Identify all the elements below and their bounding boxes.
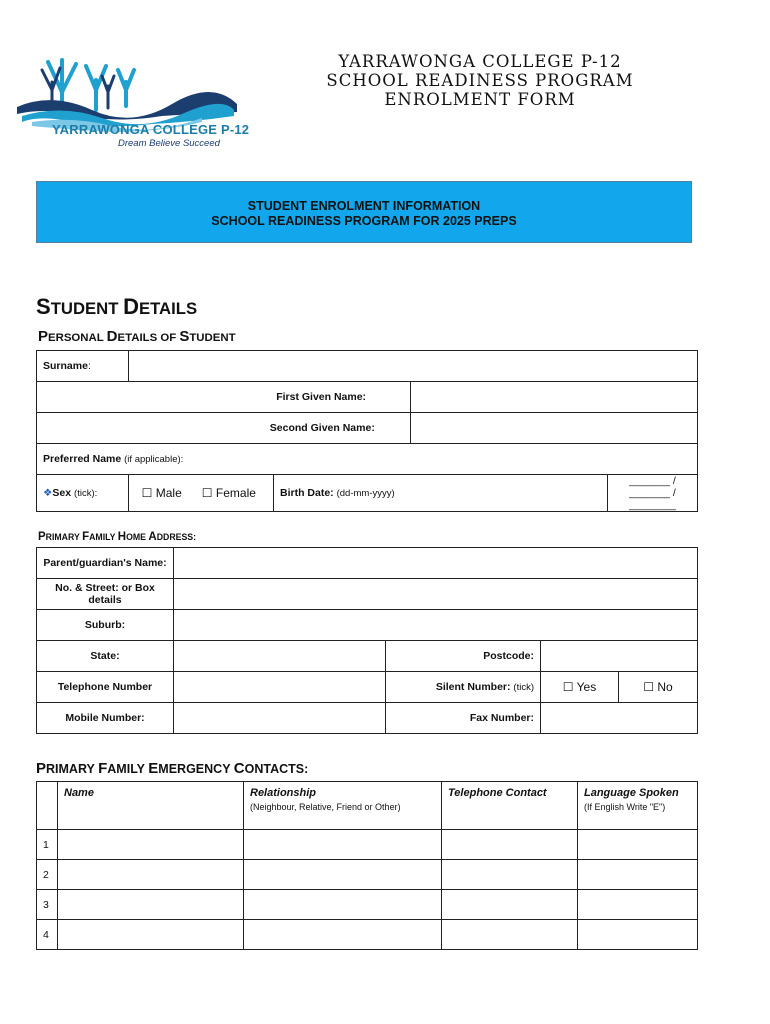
contact-name-field[interactable] bbox=[58, 860, 244, 890]
contact-language-field[interactable] bbox=[578, 830, 698, 860]
surname-label: Surname: bbox=[37, 351, 129, 382]
contact-relationship-field[interactable] bbox=[244, 830, 442, 860]
heading-rest: ERSONAL bbox=[48, 332, 107, 344]
second-given-field[interactable] bbox=[411, 413, 698, 444]
heading-initial: C bbox=[233, 760, 245, 777]
row-number: 2 bbox=[37, 860, 58, 890]
heading-initial: S bbox=[36, 294, 51, 319]
logo-tagline: Dream Believe Succeed bbox=[118, 138, 220, 149]
relationship-header-text: Relationship bbox=[250, 787, 317, 799]
state-field[interactable] bbox=[174, 641, 386, 672]
heading-initial: D bbox=[106, 328, 118, 345]
female-checkbox[interactable]: ☐ Female bbox=[201, 486, 256, 500]
street-field[interactable] bbox=[174, 579, 698, 610]
row-number-header bbox=[37, 782, 58, 830]
contact-name-field[interactable] bbox=[58, 830, 244, 860]
language-header-sub: (If English Write "E") bbox=[584, 802, 666, 812]
sex-label-text: Sex bbox=[52, 487, 72, 499]
suburb-field[interactable] bbox=[174, 610, 698, 641]
postcode-field[interactable] bbox=[541, 641, 698, 672]
street-label: No. & Street: or Box details bbox=[37, 579, 174, 610]
contact-name-field[interactable] bbox=[58, 890, 244, 920]
second-given-row bbox=[37, 413, 698, 444]
second-given-label bbox=[37, 413, 411, 444]
contact-language-field[interactable] bbox=[578, 860, 698, 890]
heading-initial: D bbox=[123, 294, 139, 319]
heading-initial: P bbox=[38, 531, 46, 543]
heading-initial: S bbox=[179, 328, 190, 345]
telephone-label: Telephone Number bbox=[37, 672, 174, 703]
heading-rest: AMILY bbox=[107, 762, 149, 776]
banner-line-1: STUDENT ENROLMENT INFORMATION bbox=[247, 199, 481, 213]
suburb-label: Suburb: bbox=[37, 610, 174, 641]
logo-tree-wave-graphic bbox=[12, 52, 242, 152]
emergency-contacts-table bbox=[36, 781, 698, 950]
contact-telephone-field[interactable] bbox=[442, 860, 578, 890]
silent-yes-checkbox[interactable]: ☐ Yes bbox=[541, 672, 619, 703]
heading-rest: ETAILS bbox=[138, 299, 198, 318]
contact-telephone-field[interactable] bbox=[442, 890, 578, 920]
surname-field[interactable] bbox=[129, 351, 698, 382]
telephone-row bbox=[37, 672, 698, 703]
student-details-heading bbox=[36, 294, 197, 320]
heading-rest: TUDENT bbox=[50, 299, 124, 318]
title-line-2: SCHOOL READINESS PROGRAM bbox=[326, 71, 634, 90]
emergency-contacts-heading bbox=[36, 760, 308, 777]
first-given-label bbox=[37, 382, 411, 413]
silent-tick-hint: (tick) bbox=[513, 682, 534, 693]
heading-rest: AMILY bbox=[89, 532, 118, 542]
silent-label bbox=[386, 672, 541, 703]
state-label: State: bbox=[37, 641, 174, 672]
preferred-name-hint: (if applicable): bbox=[124, 454, 184, 465]
birth-date-label-text: Birth Date: bbox=[280, 487, 334, 499]
birth-date-field[interactable] bbox=[608, 475, 698, 512]
birth-date-hint: (dd-mm-yyyy) bbox=[336, 488, 395, 499]
row-number: 3 bbox=[37, 890, 58, 920]
emergency-row bbox=[37, 920, 698, 950]
emergency-row bbox=[37, 890, 698, 920]
form-title bbox=[270, 52, 690, 109]
contact-relationship-field[interactable] bbox=[244, 890, 442, 920]
contact-telephone-field[interactable] bbox=[442, 830, 578, 860]
mobile-row bbox=[37, 703, 698, 734]
heading-rest: ETAILS OF bbox=[117, 332, 180, 344]
language-header-text: Language Spoken bbox=[584, 787, 679, 799]
heading-rest: MERGENCY bbox=[158, 762, 234, 776]
heading-rest: RIMARY bbox=[45, 532, 83, 542]
silent-label-text: Silent Number: bbox=[435, 681, 511, 693]
contact-language-field[interactable] bbox=[578, 920, 698, 950]
title-line-1: YARRAWONGA COLLEGE P-12 bbox=[338, 52, 622, 71]
heading-rest: ONTACTS: bbox=[244, 762, 309, 776]
enrolment-banner bbox=[36, 181, 692, 243]
sex-label bbox=[37, 475, 129, 512]
heading-rest: OME bbox=[126, 532, 149, 542]
title-line-3: ENROLMENT FORM bbox=[384, 90, 576, 109]
heading-initial: H bbox=[117, 531, 127, 543]
second-given-label-text: Second Given Name: bbox=[269, 422, 375, 434]
first-given-label-text: First Given Name: bbox=[276, 391, 367, 403]
row-number: 1 bbox=[37, 830, 58, 860]
sex-tick-hint: (tick): bbox=[74, 488, 98, 499]
preferred-name-field[interactable] bbox=[37, 444, 698, 475]
mobile-field[interactable] bbox=[174, 703, 386, 734]
contact-name-field[interactable] bbox=[58, 920, 244, 950]
parent-row bbox=[37, 548, 698, 579]
male-checkbox[interactable]: ☐ Male bbox=[141, 486, 182, 500]
silent-no-checkbox[interactable]: ☐ No bbox=[619, 672, 698, 703]
state-postcode-row bbox=[37, 641, 698, 672]
diamond-bullet-icon: ❖ bbox=[43, 487, 53, 499]
heading-initial: A bbox=[148, 531, 157, 543]
telephone-field[interactable] bbox=[174, 672, 386, 703]
surname-row bbox=[37, 351, 698, 382]
street-row bbox=[37, 579, 698, 610]
telephone-contact-header-text: Telephone Contact bbox=[448, 787, 547, 799]
first-given-row bbox=[37, 382, 698, 413]
emergency-row bbox=[37, 830, 698, 860]
home-address-heading bbox=[38, 531, 196, 543]
sex-birth-row bbox=[37, 475, 698, 512]
birth-date-blank: _______ / _______ / ________ bbox=[629, 475, 676, 511]
contact-relationship-field[interactable] bbox=[244, 920, 442, 950]
heading-initial: E bbox=[148, 760, 159, 777]
postcode-label: Postcode: bbox=[386, 641, 541, 672]
name-header bbox=[58, 782, 244, 830]
name-header-text: Name bbox=[64, 787, 94, 799]
sex-options bbox=[129, 475, 274, 512]
personal-details-heading bbox=[38, 328, 236, 345]
preferred-name-row bbox=[37, 444, 698, 475]
heading-initial: P bbox=[36, 760, 47, 777]
fax-label: Fax Number: bbox=[386, 703, 541, 734]
personal-details-table bbox=[36, 350, 698, 512]
home-address-table bbox=[36, 547, 698, 734]
logo-school-name: YARRAWONGA COLLEGE P-12 bbox=[52, 122, 250, 137]
row-number: 4 bbox=[37, 920, 58, 950]
preferred-name-label: Preferred Name bbox=[43, 453, 122, 465]
first-given-field[interactable] bbox=[411, 382, 698, 413]
parent-field[interactable] bbox=[174, 548, 698, 579]
contact-language-field[interactable] bbox=[578, 890, 698, 920]
emergency-header-row bbox=[37, 782, 698, 830]
heading-rest: TUDENT bbox=[189, 332, 236, 344]
banner-line-2: SCHOOL READINESS PROGRAM FOR 2025 PREPS bbox=[211, 214, 517, 228]
heading-initial: F bbox=[98, 760, 108, 777]
fax-field[interactable] bbox=[541, 703, 698, 734]
emergency-row bbox=[37, 860, 698, 890]
heading-rest: DDRESS: bbox=[156, 532, 197, 542]
relationship-header bbox=[244, 782, 442, 830]
contact-telephone-field[interactable] bbox=[442, 920, 578, 950]
telephone-contact-header bbox=[442, 782, 578, 830]
contact-relationship-field[interactable] bbox=[244, 860, 442, 890]
mobile-label: Mobile Number: bbox=[37, 703, 174, 734]
parent-label: Parent/guardian's Name: bbox=[37, 548, 174, 579]
heading-rest: RIMARY bbox=[46, 762, 99, 776]
heading-initial: F bbox=[82, 531, 90, 543]
language-header bbox=[578, 782, 698, 830]
relationship-header-sub: (Neighbour, Relative, Friend or Other) bbox=[250, 802, 401, 812]
heading-initial: P bbox=[38, 328, 49, 345]
suburb-row bbox=[37, 610, 698, 641]
birth-date-label bbox=[274, 475, 608, 512]
surname-label-text: Surname bbox=[43, 360, 88, 372]
